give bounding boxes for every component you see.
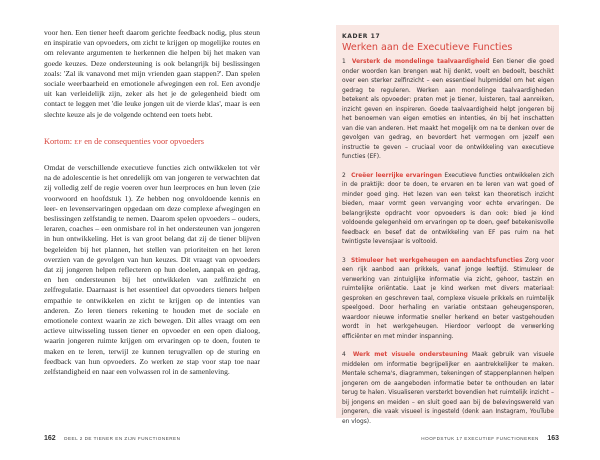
body-paragraph: voor hen. Een tiener heeft daarom gerichte feedback nodig, plus steun en inspiratie van opvoeders, om zicht te krijgen op mogelijke routes en om relevante argumenten te herkennen die helpen bij het maken van goede keuzes. Deze ondersteuning is ook belangrijk bij beslissingen zoals: 'Zal ik vanavond met mijn vrienden gaan stappen?'. Dan spelen sociale weerbaarheid en emotionele afwegingen een rol. Een avondje uit kan verleidelijk zijn, zeker als het je de gelegenheid biedt om contact te leggen met 'die leuke jongen uit de vierde klas', maar is een slechte keuze als je de volgende ochtend een toets hebt. (44, 28, 260, 119)
page-number: 162 (44, 435, 56, 442)
kader-item (342, 58, 554, 163)
kader-box (336, 25, 559, 425)
item-highlight: Stimuleer het werkgeheugen en aandachtsfuncties (351, 257, 523, 264)
item-highlight: Werk met visuele ondersteuning (352, 352, 468, 358)
item-text: Zorg voor een rijk aanbod aan prikkels, vanaf jonge leeftijd. Stimuleer de verwerking van zintuiglijke informatie via zicht, gehoor, tastzin en ruimtelijke oriëntatie. Laat je kind werken met divers materiaal: gesproken en geschreven taal, complexe visuele prikkels en ruimtelijk speelgoed. Door herhaling en variatie ontstaan geheugensporen, waardoor nieuwe informatie sneller herkend en beter vastgehouden wordt in het werkgeheugen. Hierdoor verloopt de verwerking efficiënter en met minder inspanning. (342, 257, 555, 340)
kader-item (342, 257, 554, 343)
section-heading (44, 137, 274, 146)
item-number: 3 (342, 257, 346, 264)
heading-rest: en de consequenties voor opvoeders (84, 137, 205, 146)
item-highlight: Creëer leerrijke ervaringen (351, 172, 443, 179)
item-highlight: Versterk de mondelinge taalvaardigheid (351, 59, 490, 65)
kader-item (342, 172, 554, 248)
item-text: Maak gebruik van visuele middelen om informatie begrijpelijker en aantrekkelijker te maken. Mentale schema's, diagrammen, tekeningen of stappenplannen helpen jongeren om de aangeboden informatie beter te onthouden en later terug te halen. Visualiseren versterkt bovendien het ruimtelijk inzicht – bij jongens en meiden – en sluit goed aan bij de belevingswereld van jongeren, die vaak visueel is ingesteld (denk aan Instagram, YouTube en vlogs). (342, 352, 555, 425)
heading-prefix: Kortom: (44, 137, 73, 146)
item-number: 1 (342, 59, 346, 65)
page-footer (421, 427, 559, 445)
heading-abbreviation: EF (74, 139, 83, 146)
item-text: Executieve functies ontwikkelen zich in de praktijk: door te doen, te ervaren en te leren van wat goed of minder goed ging. Het lezen van een tekst kan theoretisch inzicht bieden, maar vormt geen vervanging voor echte ervaringen. De belangrijkste opdracht voor opvoeders is dan ook: bied je kind voldoende gelegenheid om ervaringen op te doen, geef betekenisvolle feedback en besef dat de ontwikkeling van EF pas ruim na het twintigste levensjaar is voltooid. (342, 172, 555, 245)
item-text: Een tiener die goed onder woorden kan brengen wat hij denkt, voelt en bedoelt, beschikt over een sterker zelfinzicht – een essentieel hulpmiddel om het eigen gedrag te reguleren. Werken aan mondelinge taalvaardigheden betekent als opvoeder: praten met je tiener, luisteren, taal aanreiken, inzicht geven en inspireren. Goede taalvaardigheid helpt jongeren bij het benoemen van eigen emoties en intenties, én bij het inschatten van die van anderen. Het maakt het mogelijk om na te denken over de gevolgen van gedrag, en bevordert het vermogen om jezelf een instructie te geven – cruciaal voor de ontwikkeling van executieve functies (EF). (342, 59, 554, 160)
item-number: 2 (342, 172, 346, 179)
body-paragraph: Omdat de verschillende executieve functies zich ontwikkelen tot vèr na de adolescentie is het onredelijk om van jongeren te verwachten dat zij volledig zelf de regie voeren over hun leerproces en hun leven (zie voorwoord en hoofdstuk 1). Ze hebben nog onvoldoende kennis en leer- en levenservaringen opgedaan om deze complexe afwegingen en beslissingen zelfstandig te nemen. Daarom spelen opvoeders – ouders, leraren, coaches – een onmisbare rol in het ondersteunen van jongeren in hun ontwikkeling. Het is van groot belang dat zij de tiener blijven begeleiden bij het plannen, het stellen van prioriteiten en het leren overzien van de gevolgen van hun keuzes. Dit vraagt van opvoeders dat zij jongeren helpen reflecteren op hun doelen, aanpak en gedrag, en hen ondersteunen bij het ontwikkelen van zelfinzicht en zelfregulatie. Daarnaast is het essentieel dat opvoeders tieners helpen empathie te ontwikkelen en zicht te krijgen op de intenties van anderen. Zo leren tieners rekening te houden met de sociale en emotionele context waarin ze zich bewegen. Dit alles vraagt om een actieve uitwisseling tussen tiener en opvoeder en een open dialoog, waarin jongeren ruimte krijgen om ervaringen op te doen, fouten te maken en te leren, terwijl ze kunnen terugvallen op de sturing en feedback van hun opvoeders. Zo werken ze stap voor stap toe naar zelfstandigheid en naar een volwassen rol in de samenleving. (44, 163, 260, 377)
kader-label: KADER 17 (342, 33, 381, 40)
item-number: 4 (342, 352, 346, 358)
page-footer (44, 427, 180, 445)
running-footer-section: DEEL 2 DE TIENER EN ZIJN FUNCTIONEREN (64, 436, 181, 441)
kader-title: Werken aan de Executieve Functies (342, 42, 513, 53)
page-number: 163 (547, 435, 559, 442)
kader-item (342, 351, 554, 427)
right-page (300, 0, 600, 460)
running-footer-section: HOOFDSTUK 17 EXECUTIEF FUNCTIONEREN (421, 436, 539, 441)
